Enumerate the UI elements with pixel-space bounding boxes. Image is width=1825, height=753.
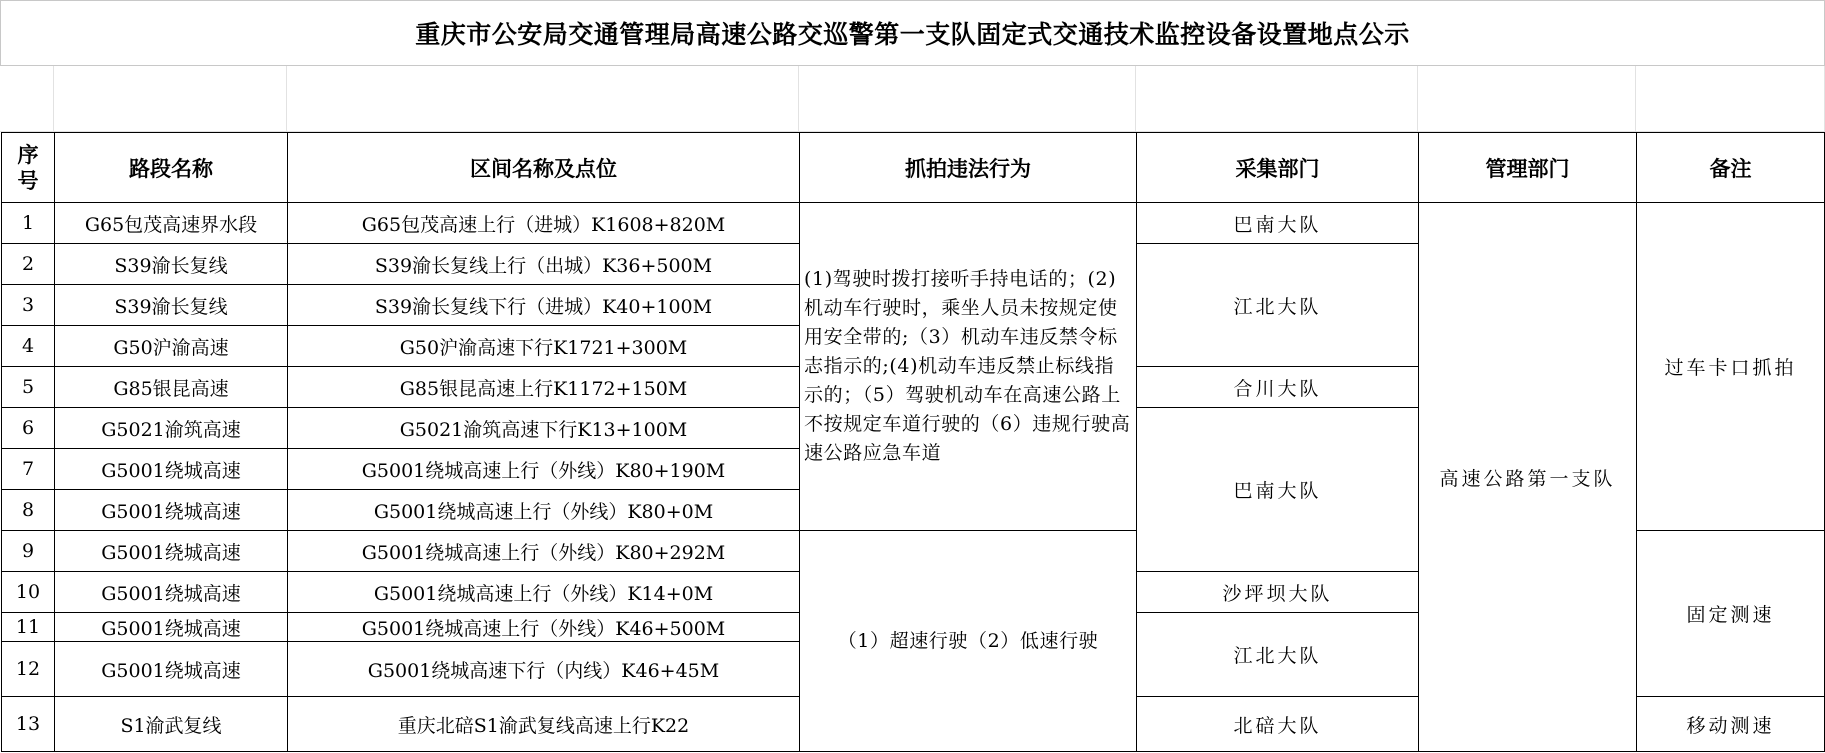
cell-collect-dept[interactable]: 江北大队: [1137, 613, 1419, 697]
cell-collect-dept[interactable]: 巴南大队: [1137, 203, 1419, 244]
cell-location[interactable]: S39渝长复线上行（出城）K36+500M: [288, 244, 800, 285]
cell-no[interactable]: 6: [2, 408, 55, 449]
cell-location[interactable]: G5001绕城高速下行（内线）K46+45M: [288, 642, 800, 697]
cell-behavior-group1[interactable]: (1)驾驶时拨打接听手持电话的；(2)机动车行驶时，乘坐人员未按规定使用安全带的;（3）机动车违反禁令标志指示的;(4)机动车违反禁止标线指示的；（5）驾驶机动车在高速公路上不按规定车道行驶的（6）违规行驶高速公路应急车道: [800, 203, 1137, 531]
cell-location[interactable]: S39渝长复线下行（进城）K40+100M: [288, 285, 800, 326]
table-row: [2, 203, 1825, 244]
cell-location[interactable]: G5001绕城高速上行（外线）K80+292M: [288, 531, 800, 572]
cell-no[interactable]: 4: [2, 326, 55, 367]
monitoring-locations-table: [1, 132, 1825, 752]
blank-cell[interactable]: [1136, 66, 1418, 132]
blank-cell[interactable]: [799, 66, 1136, 132]
cell-no[interactable]: 1: [2, 203, 55, 244]
header-remark: 备注: [1637, 133, 1825, 203]
header-no-line2: 号: [17, 168, 39, 193]
cell-location[interactable]: G5001绕城高速上行（外线）K46+500M: [288, 613, 800, 642]
cell-location[interactable]: G65包茂高速上行（进城）K1608+820M: [288, 203, 800, 244]
header-manage-dept: 管理部门: [1419, 133, 1637, 203]
blank-cell[interactable]: [54, 66, 287, 132]
cell-road[interactable]: G5001绕城高速: [55, 642, 288, 697]
cell-no[interactable]: 2: [2, 244, 55, 285]
cell-road[interactable]: G50沪渝高速: [55, 326, 288, 367]
cell-road[interactable]: G65包茂高速界水段: [55, 203, 288, 244]
cell-collect-dept[interactable]: 合川大队: [1137, 367, 1419, 408]
cell-behavior-group2[interactable]: （1）超速行驶（2）低速行驶: [800, 531, 1137, 752]
cell-no[interactable]: 12: [2, 642, 55, 697]
cell-road[interactable]: S39渝长复线: [55, 285, 288, 326]
cell-no[interactable]: 9: [2, 531, 55, 572]
header-road: 路段名称: [55, 133, 288, 203]
title-row: [0, 0, 1825, 66]
cell-road[interactable]: S39渝长复线: [55, 244, 288, 285]
cell-road[interactable]: G5001绕城高速: [55, 531, 288, 572]
cell-no[interactable]: 8: [2, 490, 55, 531]
cell-no[interactable]: 10: [2, 572, 55, 613]
cell-collect-dept[interactable]: 江北大队: [1137, 244, 1419, 367]
header-row: [2, 133, 1825, 203]
cell-no[interactable]: 13: [2, 697, 55, 752]
cell-road[interactable]: G5021渝筑高速: [55, 408, 288, 449]
cell-road[interactable]: S1渝武复线: [55, 697, 288, 752]
blank-cell[interactable]: [0, 66, 54, 132]
blank-cell[interactable]: [1418, 66, 1636, 132]
header-no-line1: 序: [17, 142, 39, 167]
cell-location[interactable]: G85银昆高速上行K1172+150M: [288, 367, 800, 408]
cell-location[interactable]: G5001绕城高速上行（外线）K80+190M: [288, 449, 800, 490]
cell-location[interactable]: 重庆北碚S1渝武复线高速上行K22: [288, 697, 800, 752]
header-collect-dept: 采集部门: [1137, 133, 1419, 203]
blank-spacer-row: [0, 66, 1825, 132]
cell-road[interactable]: G5001绕城高速: [55, 613, 288, 642]
cell-location[interactable]: G5001绕城高速上行（外线）K14+0M: [288, 572, 800, 613]
cell-location[interactable]: G5001绕城高速上行（外线）K80+0M: [288, 490, 800, 531]
cell-location[interactable]: G50沪渝高速下行K1721+300M: [288, 326, 800, 367]
cell-no[interactable]: 11: [2, 613, 55, 642]
header-location: 区间名称及点位: [288, 133, 800, 203]
cell-no[interactable]: 7: [2, 449, 55, 490]
cell-collect-dept[interactable]: 北碚大队: [1137, 697, 1419, 752]
cell-location[interactable]: G5021渝筑高速下行K13+100M: [288, 408, 800, 449]
cell-manage-dept[interactable]: 高速公路第一支队: [1419, 203, 1637, 752]
cell-collect-dept[interactable]: 沙坪坝大队: [1137, 572, 1419, 613]
cell-collect-dept[interactable]: 巴南大队: [1137, 408, 1419, 572]
blank-cell[interactable]: [287, 66, 799, 132]
cell-no[interactable]: 5: [2, 367, 55, 408]
cell-road[interactable]: G85银昆高速: [55, 367, 288, 408]
cell-road[interactable]: G5001绕城高速: [55, 449, 288, 490]
cell-no[interactable]: 3: [2, 285, 55, 326]
cell-road[interactable]: G5001绕城高速: [55, 572, 288, 613]
page-title: 重庆市公安局交通管理局高速公路交巡警第一支队固定式交通技术监控设备设置地点公示: [415, 20, 1410, 49]
cell-remark[interactable]: 固定测速: [1637, 531, 1825, 697]
header-behavior: 抓拍违法行为: [800, 133, 1137, 203]
header-no: [2, 133, 55, 203]
cell-remark[interactable]: 过车卡口抓拍: [1637, 203, 1825, 531]
cell-remark[interactable]: 移动测速: [1637, 697, 1825, 752]
cell-road[interactable]: G5001绕城高速: [55, 490, 288, 531]
blank-cell[interactable]: [1636, 66, 1825, 132]
